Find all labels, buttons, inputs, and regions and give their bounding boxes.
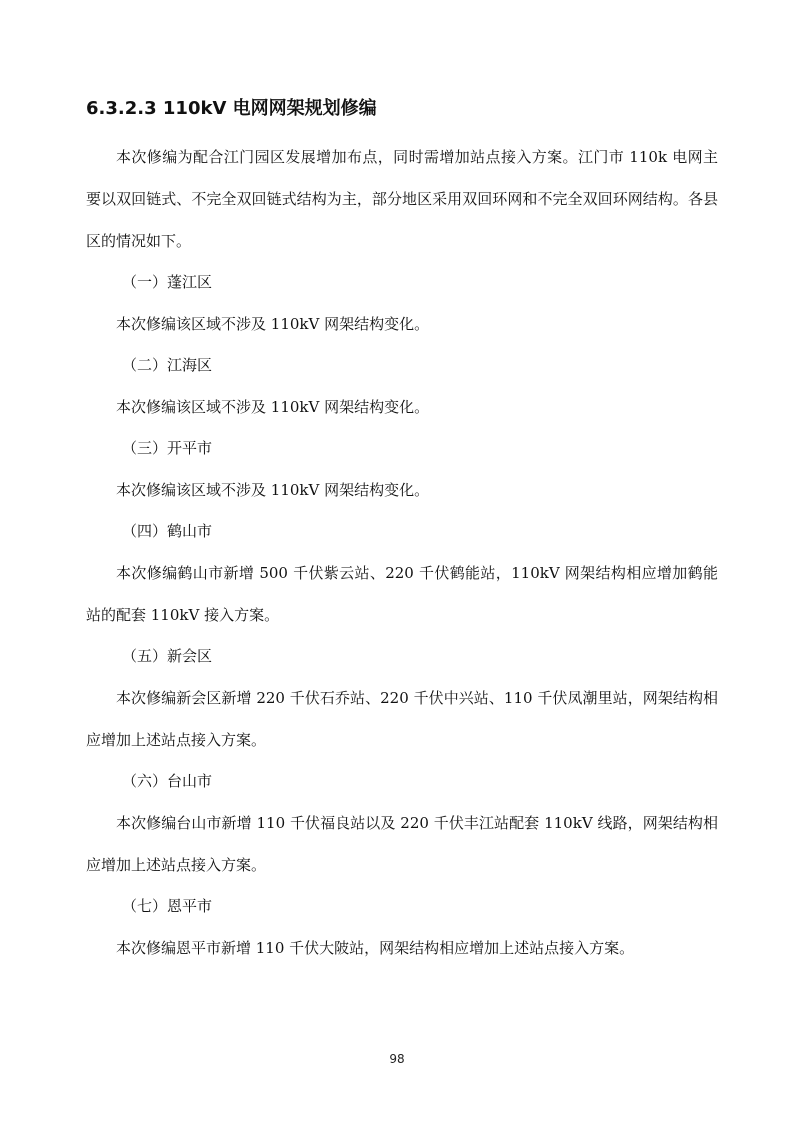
subsection-text-heshan: 本次修编鹤山市新增 500 千伏紫云站、220 千伏鹤能站，110kV 网架结构相应增加鹤能站的配套 110kV 接入方案。 (86, 564, 718, 624)
section-heading (86, 96, 718, 122)
subsection-label-pengjiang: （一）蓬江区 (122, 273, 213, 291)
document-page (86, 96, 718, 969)
page-number: 98 (389, 1052, 405, 1066)
subsection-label-taishan: （六）台山市 (122, 772, 213, 790)
subsection-label-heshan: （四）鹤山市 (122, 522, 213, 540)
subsection-label-kaiping: （三）开平市 (122, 439, 213, 457)
section-number: 6.3.2.3 (86, 98, 157, 119)
intro-paragraph: 本次修编为配合江门园区发展增加布点，同时需增加站点接入方案。江门市 110k 电网主要以双回链式、不完全双回链式结构为主，部分地区采用双回环网和不完全双回环网结构。各县区的情况如下。 (86, 148, 718, 250)
subsection-text-pengjiang: 本次修编该区域不涉及 110kV 网架结构变化。 (116, 315, 430, 333)
section-title: 110kV 电网网架规划修编 (162, 98, 377, 119)
subsection-label-xinhui: （五）新会区 (122, 647, 213, 665)
subsection-text-xinhui: 本次修编新会区新增 220 千伏石乔站、220 千伏中兴站、110 千伏凤潮里站，网架结构相应增加上述站点接入方案。 (86, 689, 718, 749)
subsection-text-jianghai: 本次修编该区域不涉及 110kV 网架结构变化。 (116, 398, 430, 416)
subsection-text-taishan: 本次修编台山市新增 110 千伏福良站以及 220 千伏丰江站配套 110kV 线路，网架结构相应增加上述站点接入方案。 (86, 814, 718, 874)
subsection-text-kaiping: 本次修编该区域不涉及 110kV 网架结构变化。 (116, 481, 430, 499)
subsection-label-jianghai: （二）江海区 (122, 356, 213, 374)
subsection-text-enping: 本次修编恩平市新增 110 千伏大陂站，网架结构相应增加上述站点接入方案。 (116, 939, 635, 957)
subsection-label-enping: （七）恩平市 (122, 897, 213, 915)
